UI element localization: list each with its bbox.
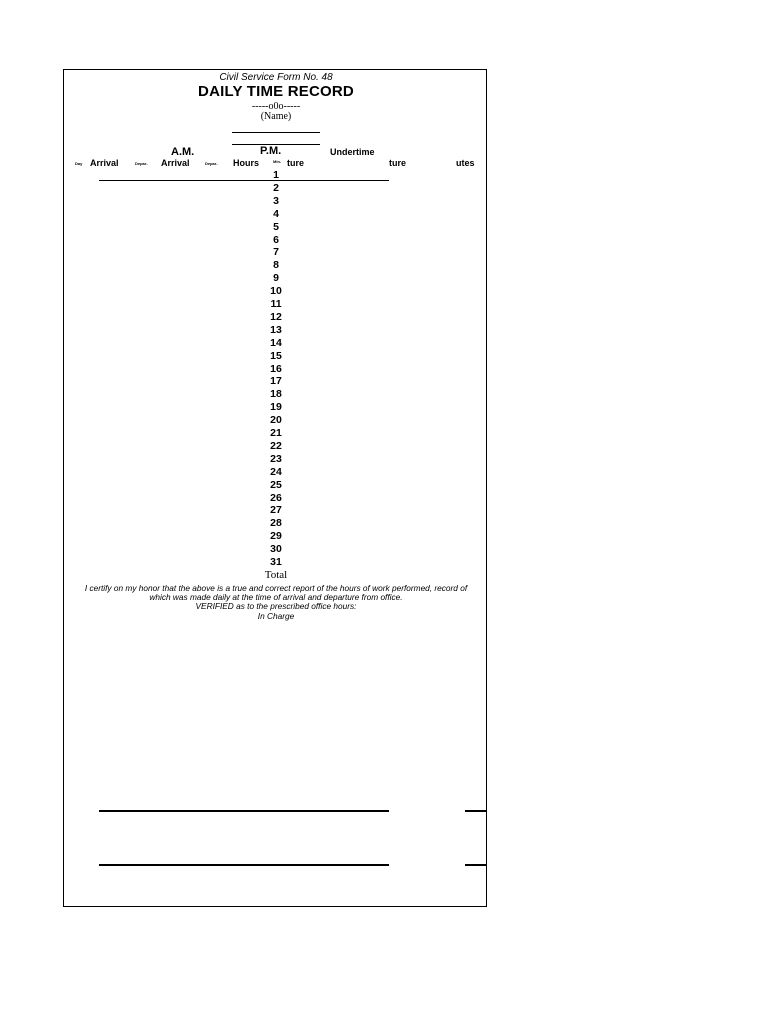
hours-header: Hours bbox=[233, 158, 260, 168]
certification-line-2: which was made daily at the time of arrival and departure from office. bbox=[149, 592, 403, 602]
day-column-header: Day bbox=[75, 161, 83, 166]
signature-line-right-2 bbox=[465, 864, 487, 866]
utes-header: utes bbox=[456, 158, 475, 168]
day-number: 16 bbox=[270, 362, 282, 375]
header-rule bbox=[99, 180, 389, 181]
day-number: 9 bbox=[273, 272, 279, 285]
day-number: 5 bbox=[273, 220, 279, 233]
undertime-header: Undertime bbox=[330, 147, 375, 157]
day-number: 17 bbox=[270, 375, 282, 388]
pm-arrival-header: Arrival bbox=[161, 158, 190, 168]
day-number: 4 bbox=[273, 207, 279, 220]
signature-line-right-1 bbox=[465, 810, 487, 812]
day-number: 8 bbox=[273, 259, 279, 272]
name-underline bbox=[232, 132, 320, 133]
day-number: 29 bbox=[270, 530, 282, 543]
day-number: 22 bbox=[270, 439, 282, 452]
day-number: 21 bbox=[270, 427, 282, 439]
day-number: 10 bbox=[270, 285, 282, 298]
day-number: 1 bbox=[273, 169, 279, 181]
day-number: 15 bbox=[270, 349, 282, 362]
dtr-form bbox=[63, 69, 487, 907]
day-number: 20 bbox=[270, 414, 282, 427]
title-separator: -----o0o----- bbox=[251, 101, 301, 112]
am-departure-header: Depar- bbox=[135, 161, 148, 166]
in-charge-label: In Charge bbox=[257, 611, 295, 621]
day-number: 11 bbox=[270, 298, 282, 310]
certification-line-1: I certify on my honor that the above is a true and correct report of the hours of work performed, record of bbox=[84, 583, 468, 593]
am-arrival-header: Arrival bbox=[90, 158, 119, 168]
day-number: 19 bbox=[270, 401, 282, 414]
verified-text: VERIFIED as to the prescribed office hours: bbox=[195, 601, 357, 611]
day-number: 23 bbox=[270, 452, 282, 465]
employee-signature-line bbox=[99, 810, 389, 812]
day-number: 6 bbox=[273, 233, 279, 246]
day-number: 31 bbox=[270, 556, 282, 568]
day-number: 13 bbox=[270, 323, 282, 336]
am-header: A.M. bbox=[171, 146, 195, 158]
in-charge-signature-line bbox=[99, 864, 389, 866]
day-number: 18 bbox=[270, 388, 282, 401]
day-number: 30 bbox=[270, 543, 282, 556]
day-number: 26 bbox=[270, 491, 282, 504]
day-number: 7 bbox=[273, 246, 279, 259]
ture-header-1: ture bbox=[287, 158, 305, 168]
day-number: 12 bbox=[270, 310, 282, 323]
day-number: 27 bbox=[270, 504, 282, 517]
form-number: Civil Service Form No. 48 bbox=[219, 72, 333, 83]
ture-header-2: ture bbox=[389, 158, 407, 168]
day-number: 28 bbox=[270, 517, 282, 530]
day-number: 25 bbox=[270, 478, 282, 491]
day-number: 2 bbox=[273, 181, 279, 194]
pm-departure-header: Depar- bbox=[205, 161, 218, 166]
day-number: 14 bbox=[270, 336, 282, 349]
day-number: 24 bbox=[270, 465, 282, 478]
name-label: (Name) bbox=[260, 111, 292, 122]
total-label: Total bbox=[264, 569, 288, 581]
minutes-header: Min- bbox=[273, 159, 282, 164]
pm-header: P.M. bbox=[260, 145, 282, 157]
day-number: 3 bbox=[273, 194, 279, 207]
form-title: DAILY TIME RECORD bbox=[198, 83, 354, 100]
